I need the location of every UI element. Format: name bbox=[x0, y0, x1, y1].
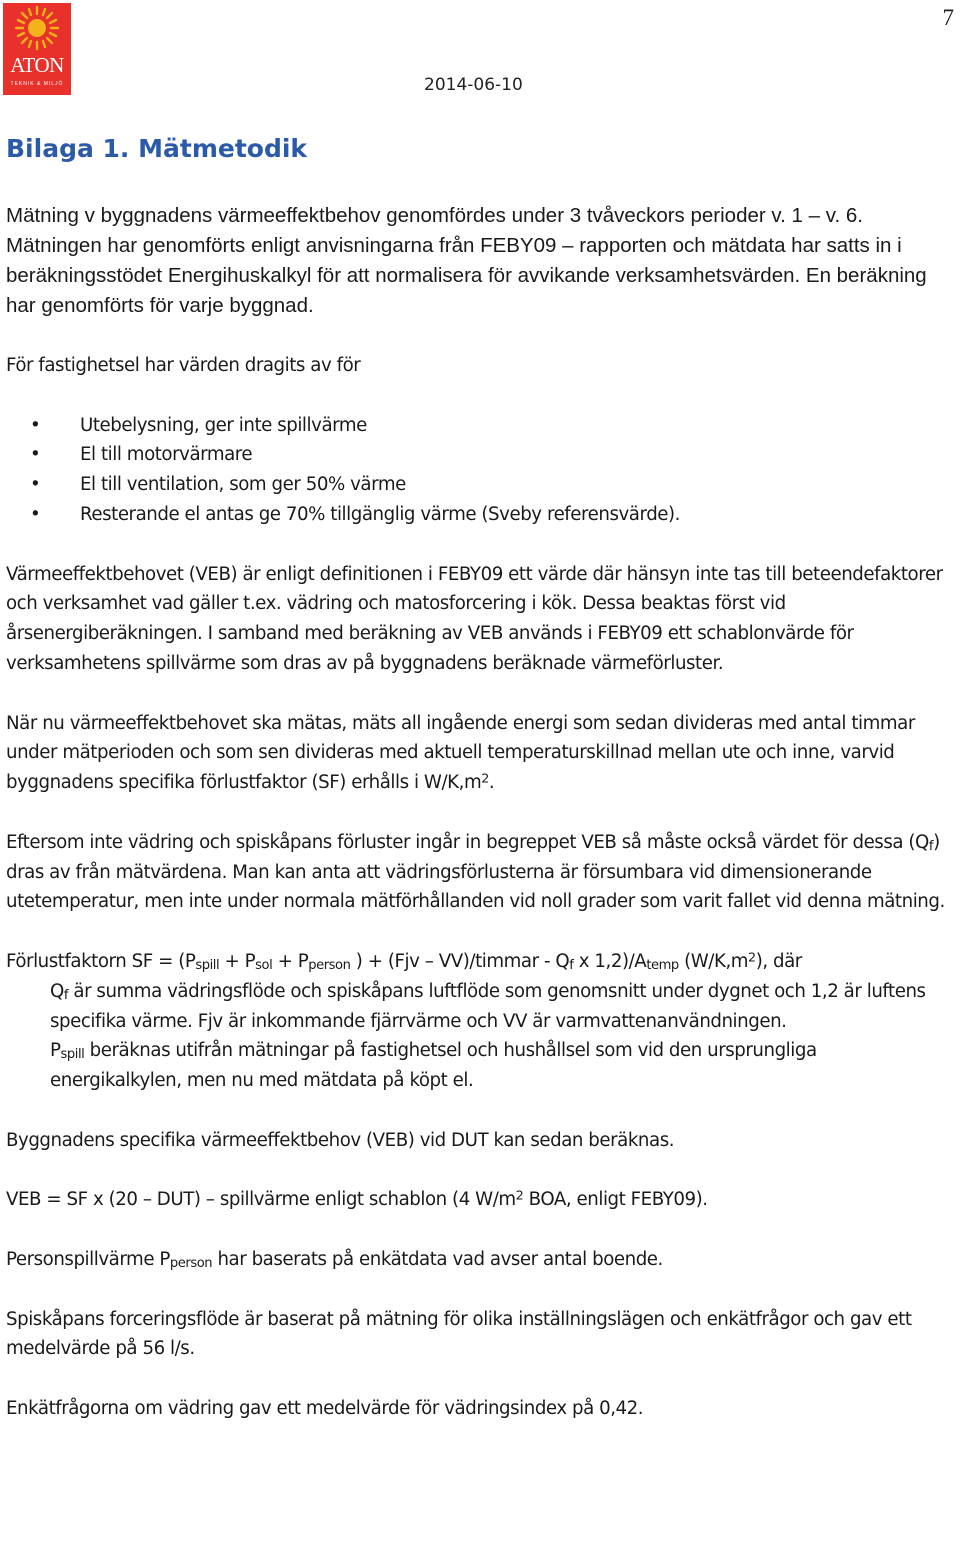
ventilation-paragraph bbox=[6, 828, 951, 917]
subscript: spill bbox=[195, 957, 220, 973]
survey-paragraph: Enkätfrågorna om vädring gav ett medelvärde för vädringsindex på 0,42. bbox=[6, 1397, 644, 1419]
subscript: f bbox=[928, 838, 934, 854]
formula-text: Förlustfaktorn SF = (P bbox=[6, 950, 196, 972]
formula-text: ), där bbox=[755, 950, 802, 972]
measurement-text: När nu värmeeffektbehovet ska mätas, mäts all ingående energi som sedan divideras med antal timmar under mätperioden och som sen divideras med aktuell temperaturskillnad mellan ute och inne, varvid byggnadens specifika förlustfaktor (SF) erhålls i W/K,m bbox=[6, 712, 915, 794]
loss-factor-formula-block bbox=[6, 947, 951, 1096]
veb-formula bbox=[6, 1185, 951, 1215]
intro-paragraph: Mätning v byggnadens värmeeffektbehov genomfördes under 3 tvåveckors perioder v. 1 – v. 6. Mätningen har genomförts enligt anvisningarna från FEBY09 – rapporten och mätdata har satts in i beräkningsstödet Energihuskalkyl för att normalisera för avvikande verksamhetsvärden. En beräkning har genomförts för varje byggnad. bbox=[6, 204, 927, 317]
ventilation-text: Eftersom inte vädring och spiskåpans förluster ingår in begreppet VEB så måste också värdet för dessa (Q bbox=[6, 831, 929, 853]
veb-formula-text-end: BOA, enligt FEBY09). bbox=[523, 1189, 708, 1211]
page-number: 7 bbox=[942, 5, 954, 30]
loss-factor-formula bbox=[6, 947, 951, 977]
fastighetsel-lead: För fastighetsel har värden dragits av för bbox=[6, 355, 361, 376]
pspill-symbol: P bbox=[50, 1040, 61, 1062]
page-title: Bilaga 1. Mätmetodik bbox=[6, 134, 308, 163]
veb-definition-paragraph: Värmeeffektbehovet (VEB) är enligt definitionen i FEBY09 ett värde där hänsyn inte tas till beteendefaktorer och verksamhet vad gäller t.ex. vädring och matosforcering i kök. Dessa beaktas först vid årsenergiberäkningen. I samband med beräkning av VEB används i FEBY09 ett schablonvärde för verksamhetens spillvärme som dras av på byggnadens beräknade värmeförluster. bbox=[6, 563, 943, 674]
subscript: sol bbox=[255, 957, 273, 973]
subscript: spill bbox=[60, 1047, 85, 1063]
formula-text: + P bbox=[219, 950, 256, 972]
specific-heat-demand-paragraph: Byggnadens specifika värmeeffektbehov (VEB) vid DUT kan sedan beräknas. bbox=[6, 1129, 675, 1151]
superscript: 2 bbox=[481, 771, 489, 787]
logo-tagline: TEKNIK & MILJÖ bbox=[10, 81, 64, 87]
pspill-text: beräknas utifrån mätningar på fastighetsel och hushållsel som vid den ursprungliga energikalkylen, men nu med mätdata på köpt el. bbox=[50, 1040, 817, 1092]
veb-formula-text: VEB = SF x (20 – DUT) – spillvärme enligt schablon (4 W/m bbox=[6, 1189, 516, 1211]
subscript: f bbox=[63, 987, 69, 1003]
formula-text: (W/K,m bbox=[678, 950, 749, 972]
formula-text: ) + (Fjv – VV)/timmar - Q bbox=[350, 950, 570, 972]
person-heat-paragraph bbox=[6, 1245, 951, 1275]
person-heat-text-end: har baserats på enkätdata vad avser antal boende. bbox=[212, 1248, 663, 1270]
document-date: 2014-06-10 bbox=[424, 75, 523, 95]
list-item: • El till ventilation, som ger 50% värme bbox=[6, 470, 951, 500]
list-item: • El till motorvärmare bbox=[6, 440, 951, 470]
subscript: person bbox=[308, 957, 351, 973]
subscript: person bbox=[169, 1255, 213, 1271]
subscript: temp bbox=[646, 957, 679, 973]
superscript: 2 bbox=[748, 950, 756, 966]
ventilation-text-end: ) dras av från mätvärdena. Man kan anta att vädringsförlusterna är försumbara vid dimensionerande utetemperatur, men inte under normala mätförhållanden vid noll grader som varit fallet vid denna mätning. bbox=[6, 831, 945, 913]
pspill-explanation bbox=[6, 1036, 951, 1096]
document-body bbox=[6, 351, 951, 1453]
superscript: 2 bbox=[515, 1188, 524, 1204]
subscript: f bbox=[569, 957, 574, 973]
list-item: • Utebelysning, ger inte spillvärme bbox=[6, 411, 951, 441]
measurement-text-end: . bbox=[488, 772, 495, 794]
fastighetsel-list bbox=[6, 411, 951, 530]
qf-explanation bbox=[6, 977, 951, 1037]
aton-logo bbox=[3, 3, 71, 95]
formula-text: x 1,2)/A bbox=[573, 950, 647, 972]
formula-text: + P bbox=[272, 950, 309, 972]
sun-icon bbox=[3, 3, 71, 55]
logo-name: ATON bbox=[10, 53, 64, 77]
person-heat-text: Personspillvärme P bbox=[6, 1248, 170, 1270]
qf-symbol: Q bbox=[50, 980, 64, 1002]
measurement-paragraph bbox=[6, 709, 951, 798]
hood-flow-paragraph: Spiskåpans forceringsflöde är baserat på mätning för olika inställningslägen och enkätfrågor och gav ett medelvärde på 56 l/s. bbox=[6, 1308, 912, 1360]
list-item: • Resterande el antas ge 70% tillgänglig värme (Sveby referensvärde). bbox=[6, 500, 951, 530]
qf-text: är summa vädringsflöde och spiskåpans luftflöde som genomsnitt under dygnet och 1,2 är luftens specifika värme. Fjv är inkommande fjärrvärme och VV är varmvattenanvändningen. bbox=[50, 980, 926, 1032]
